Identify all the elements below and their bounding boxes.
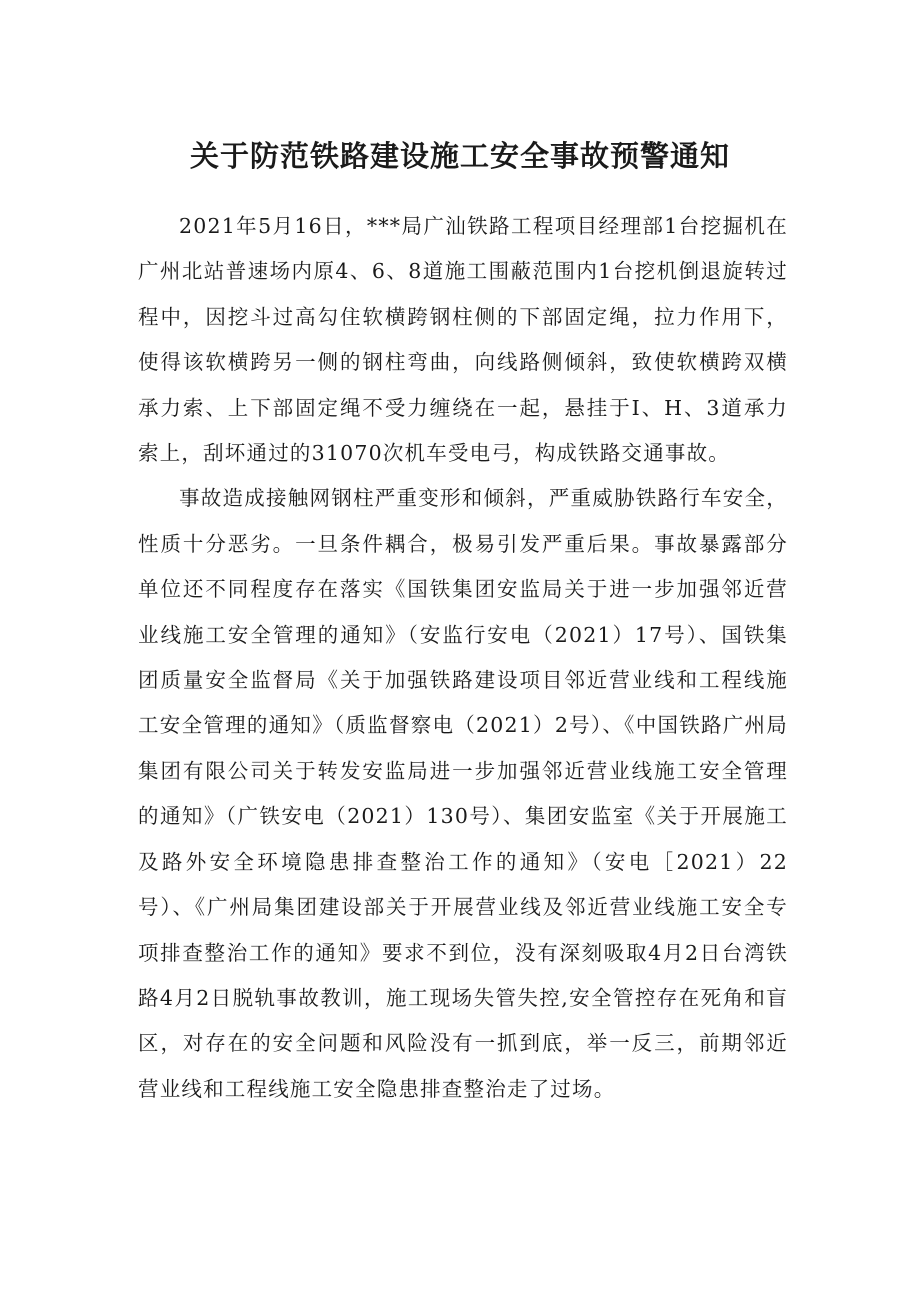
document-title: 关于防范铁路建设施工安全事故预警通知 bbox=[189, 139, 730, 173]
paragraph-incident-analysis: 事故造成接触网钢柱严重变形和倾斜，严重威胁铁路行车安全，性质十分恶劣。一旦条件耦合，极易引发严重后果。事故暴露部分单位还不同程度存在落实《国铁集团安监局关于进一步加强邻近营业线施工安全管理的通知》（安监行安电（2021）17号）、国铁集团质量安全监督局《关于加强铁路建设项目邻近营业线和工程线施工安全管理的通知》（质监督察电（2021）2号）、《中国铁路广州局集团有限公司关于转发安监局进一步加强邻近营业线施工安全管理的通知》（广铁安电（2021）130号）、集团安监室《关于开展施工及路外安全环境隐患排查整治工作的通知》（安电［2021）22号）、《广州局集团建设部关于开展营业线及邻近营业线施工安全专项排查整治工作的通知》要求不到位，没有深刻吸取4月2日台湾铁路4月2日脱轨事故教训，施工现场失管失控,安全管控存在死角和盲区，对存在的安全问题和风险没有一抓到底，举一反三，前期邻近营业线和工程线施工安全隐患排查整治走了过场。 bbox=[138, 486, 788, 1101]
document-body bbox=[138, 204, 788, 1112]
paragraph-incident-description: 2021年5月16日，***局广汕铁路工程项目经理部1台挖掘机在广州北站普速场内原4、6、8道施工围蔽范围内1台挖机倒退旋转过程中，因挖斗过高勾住软横跨钢柱侧的下部固定绳，拉力作用下，使得该软横跨另一侧的钢柱弯曲，向线路侧倾斜，致使软横跨双横承力索、上下部固定绳不受力缠绕在一起，悬挂于I、H、3道承力索上，刮坏通过的31070次机车受电弓，构成铁路交通事故。 bbox=[138, 214, 788, 466]
